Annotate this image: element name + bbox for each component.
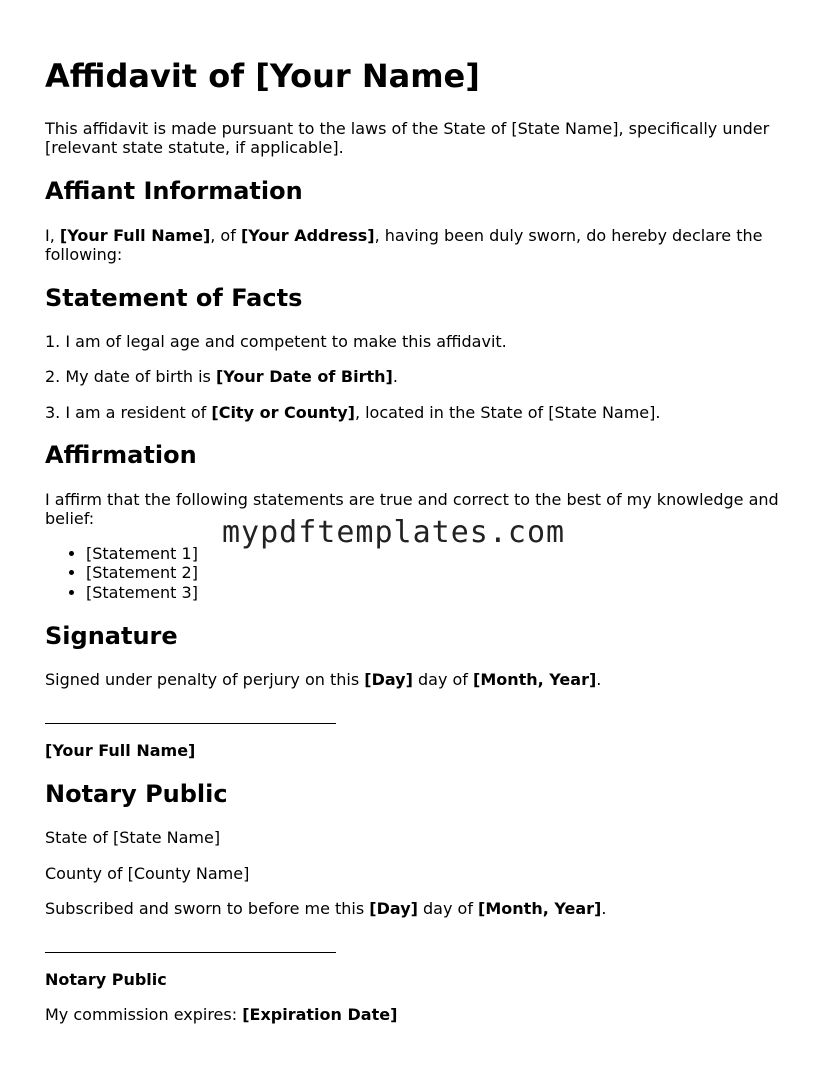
signature-heading: Signature	[45, 622, 178, 650]
signature-day: [Day]	[364, 670, 413, 689]
fact-item-1: 1. I am of legal age and competent to make this affidavit.	[45, 332, 507, 351]
affiant-paragraph	[45, 226, 780, 264]
fact-item-3-prefix: 3. I am a resident of	[45, 403, 212, 422]
list-item: • [Statement 1]	[86, 544, 198, 563]
watermark-text: mypdftemplates.com	[222, 515, 566, 550]
affiant-mid: , of	[210, 226, 241, 245]
notary-subscribed	[45, 899, 780, 918]
commission-prefix: My commission expires:	[45, 1005, 243, 1024]
fact-item-2-suffix: .	[392, 367, 398, 386]
affiant-prefix: I,	[45, 226, 60, 245]
affiant-suffix: , having been duly sworn, do hereby declare the following:	[45, 226, 763, 264]
signature-mid: day of	[412, 670, 473, 689]
notary-month-year: [Month, Year]	[478, 899, 602, 918]
notary-signature-line	[45, 952, 336, 953]
signature-prefix: Signed under penalty of perjury on this	[45, 670, 365, 689]
notary-sub-suffix: .	[601, 899, 607, 918]
notary-sub-prefix: Subscribed and sworn to before me this	[45, 899, 370, 918]
signature-month-year: [Month, Year]	[473, 670, 597, 689]
notary-day: [Day]	[369, 899, 418, 918]
fact-item-3	[45, 403, 780, 422]
affiant-heading: Affiant Information	[45, 177, 303, 205]
affirmation-paragraph: I affirm that the following statements are true and correct to the best of my knowledge and belief:	[45, 490, 779, 528]
statement-list	[45, 544, 198, 602]
commission-expiration: [Expiration Date]	[242, 1005, 398, 1024]
intro-paragraph: This affidavit is made pursuant to the laws of the State of [State Name], specifically under [relevant state statute, if applicable].	[45, 119, 770, 157]
notary-county: County of [County Name]	[45, 864, 250, 883]
signature-suffix: .	[596, 670, 602, 689]
signature-paragraph	[45, 670, 780, 689]
affiant-address: [Your Address]	[240, 226, 375, 245]
notary-state: State of [State Name]	[45, 828, 221, 847]
signature-line	[45, 723, 336, 724]
fact-item-2-bold: [Your Date of Birth]	[215, 367, 393, 386]
list-item: • [Statement 3]	[86, 583, 198, 602]
facts-heading: Statement of Facts	[45, 284, 303, 312]
fact-item-2	[45, 367, 780, 386]
signer-name	[45, 741, 780, 760]
notary-label-text: Notary Public	[45, 970, 167, 989]
signer-name-text: [Your Full Name]	[45, 741, 196, 760]
fact-item-3-bold: [City or County]	[211, 403, 355, 422]
affiant-name: [Your Full Name]	[59, 226, 211, 245]
affirmation-heading: Affirmation	[45, 441, 197, 469]
list-item: • [Statement 2]	[86, 563, 198, 582]
notary-label	[45, 970, 780, 989]
notary-commission	[45, 1005, 780, 1024]
document-title: Affidavit of [Your Name]	[45, 57, 480, 95]
notary-heading: Notary Public	[45, 780, 228, 808]
fact-item-3-suffix: , located in the State of [State Name].	[354, 403, 661, 422]
fact-item-2-prefix: 2. My date of birth is	[45, 367, 216, 386]
notary-sub-mid: day of	[417, 899, 479, 918]
